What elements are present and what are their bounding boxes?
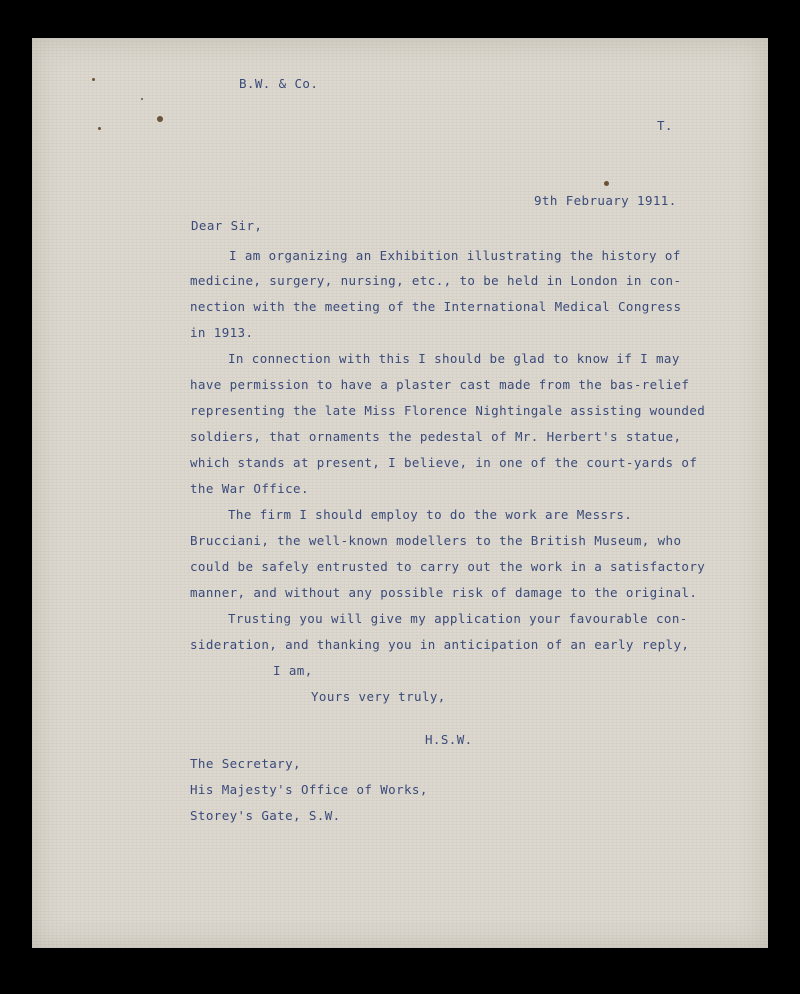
ink-dot — [98, 127, 101, 130]
letter-date: 9th February 1911. — [534, 193, 677, 208]
body-line: medicine, surgery, nursing, etc., to be held in London in con- — [190, 273, 682, 288]
ink-blot — [157, 116, 163, 122]
body-line: The firm I should employ to do the work are Messrs. — [228, 507, 633, 522]
reference-mark: T. — [657, 118, 673, 133]
body-line: the War Office. — [190, 481, 309, 496]
ink-dot — [141, 98, 143, 100]
body-line: have permission to have a plaster cast made from the bas-relief — [190, 377, 690, 392]
closing-line: I am, — [273, 663, 313, 678]
body-line: Brucciani, the well-known modellers to the British Museum, who — [190, 533, 682, 548]
body-line: I am organizing an Exhibition illustrating the history of — [229, 248, 681, 263]
body-line: representing the late Miss Florence Nightingale assisting wounded — [190, 403, 706, 418]
ink-dot — [92, 78, 95, 81]
body-line: nection with the meeting of the International Medical Congress — [190, 299, 682, 314]
ink-blot — [604, 181, 609, 186]
body-line: Trusting you will give my application your favourable con- — [228, 611, 688, 626]
signature-initials: H.S.W. — [425, 732, 473, 747]
body-line: sideration, and thanking you in anticipation of an early reply, — [190, 637, 690, 652]
salutation: Dear Sir, — [191, 218, 263, 233]
valediction: Yours very truly, — [311, 689, 446, 704]
body-line: in 1913. — [190, 325, 254, 340]
body-line: which stands at present, I believe, in one of the court-yards of — [190, 455, 698, 470]
addressee-line: The Secretary, — [190, 756, 301, 771]
body-line: In connection with this I should be glad to know if I may — [228, 351, 680, 366]
body-line: soldiers, that ornaments the pedestal of Mr. Herbert's statue, — [190, 429, 682, 444]
letterhead: B.W. & Co. — [239, 76, 319, 91]
body-line: could be safely entrusted to carry out the work in a satisfactory — [190, 559, 706, 574]
addressee-line: His Majesty's Office of Works, — [190, 782, 428, 797]
body-line: manner, and without any possible risk of damage to the original. — [190, 585, 698, 600]
addressee-line: Storey's Gate, S.W. — [190, 808, 341, 823]
letter-sheet — [32, 38, 768, 948]
